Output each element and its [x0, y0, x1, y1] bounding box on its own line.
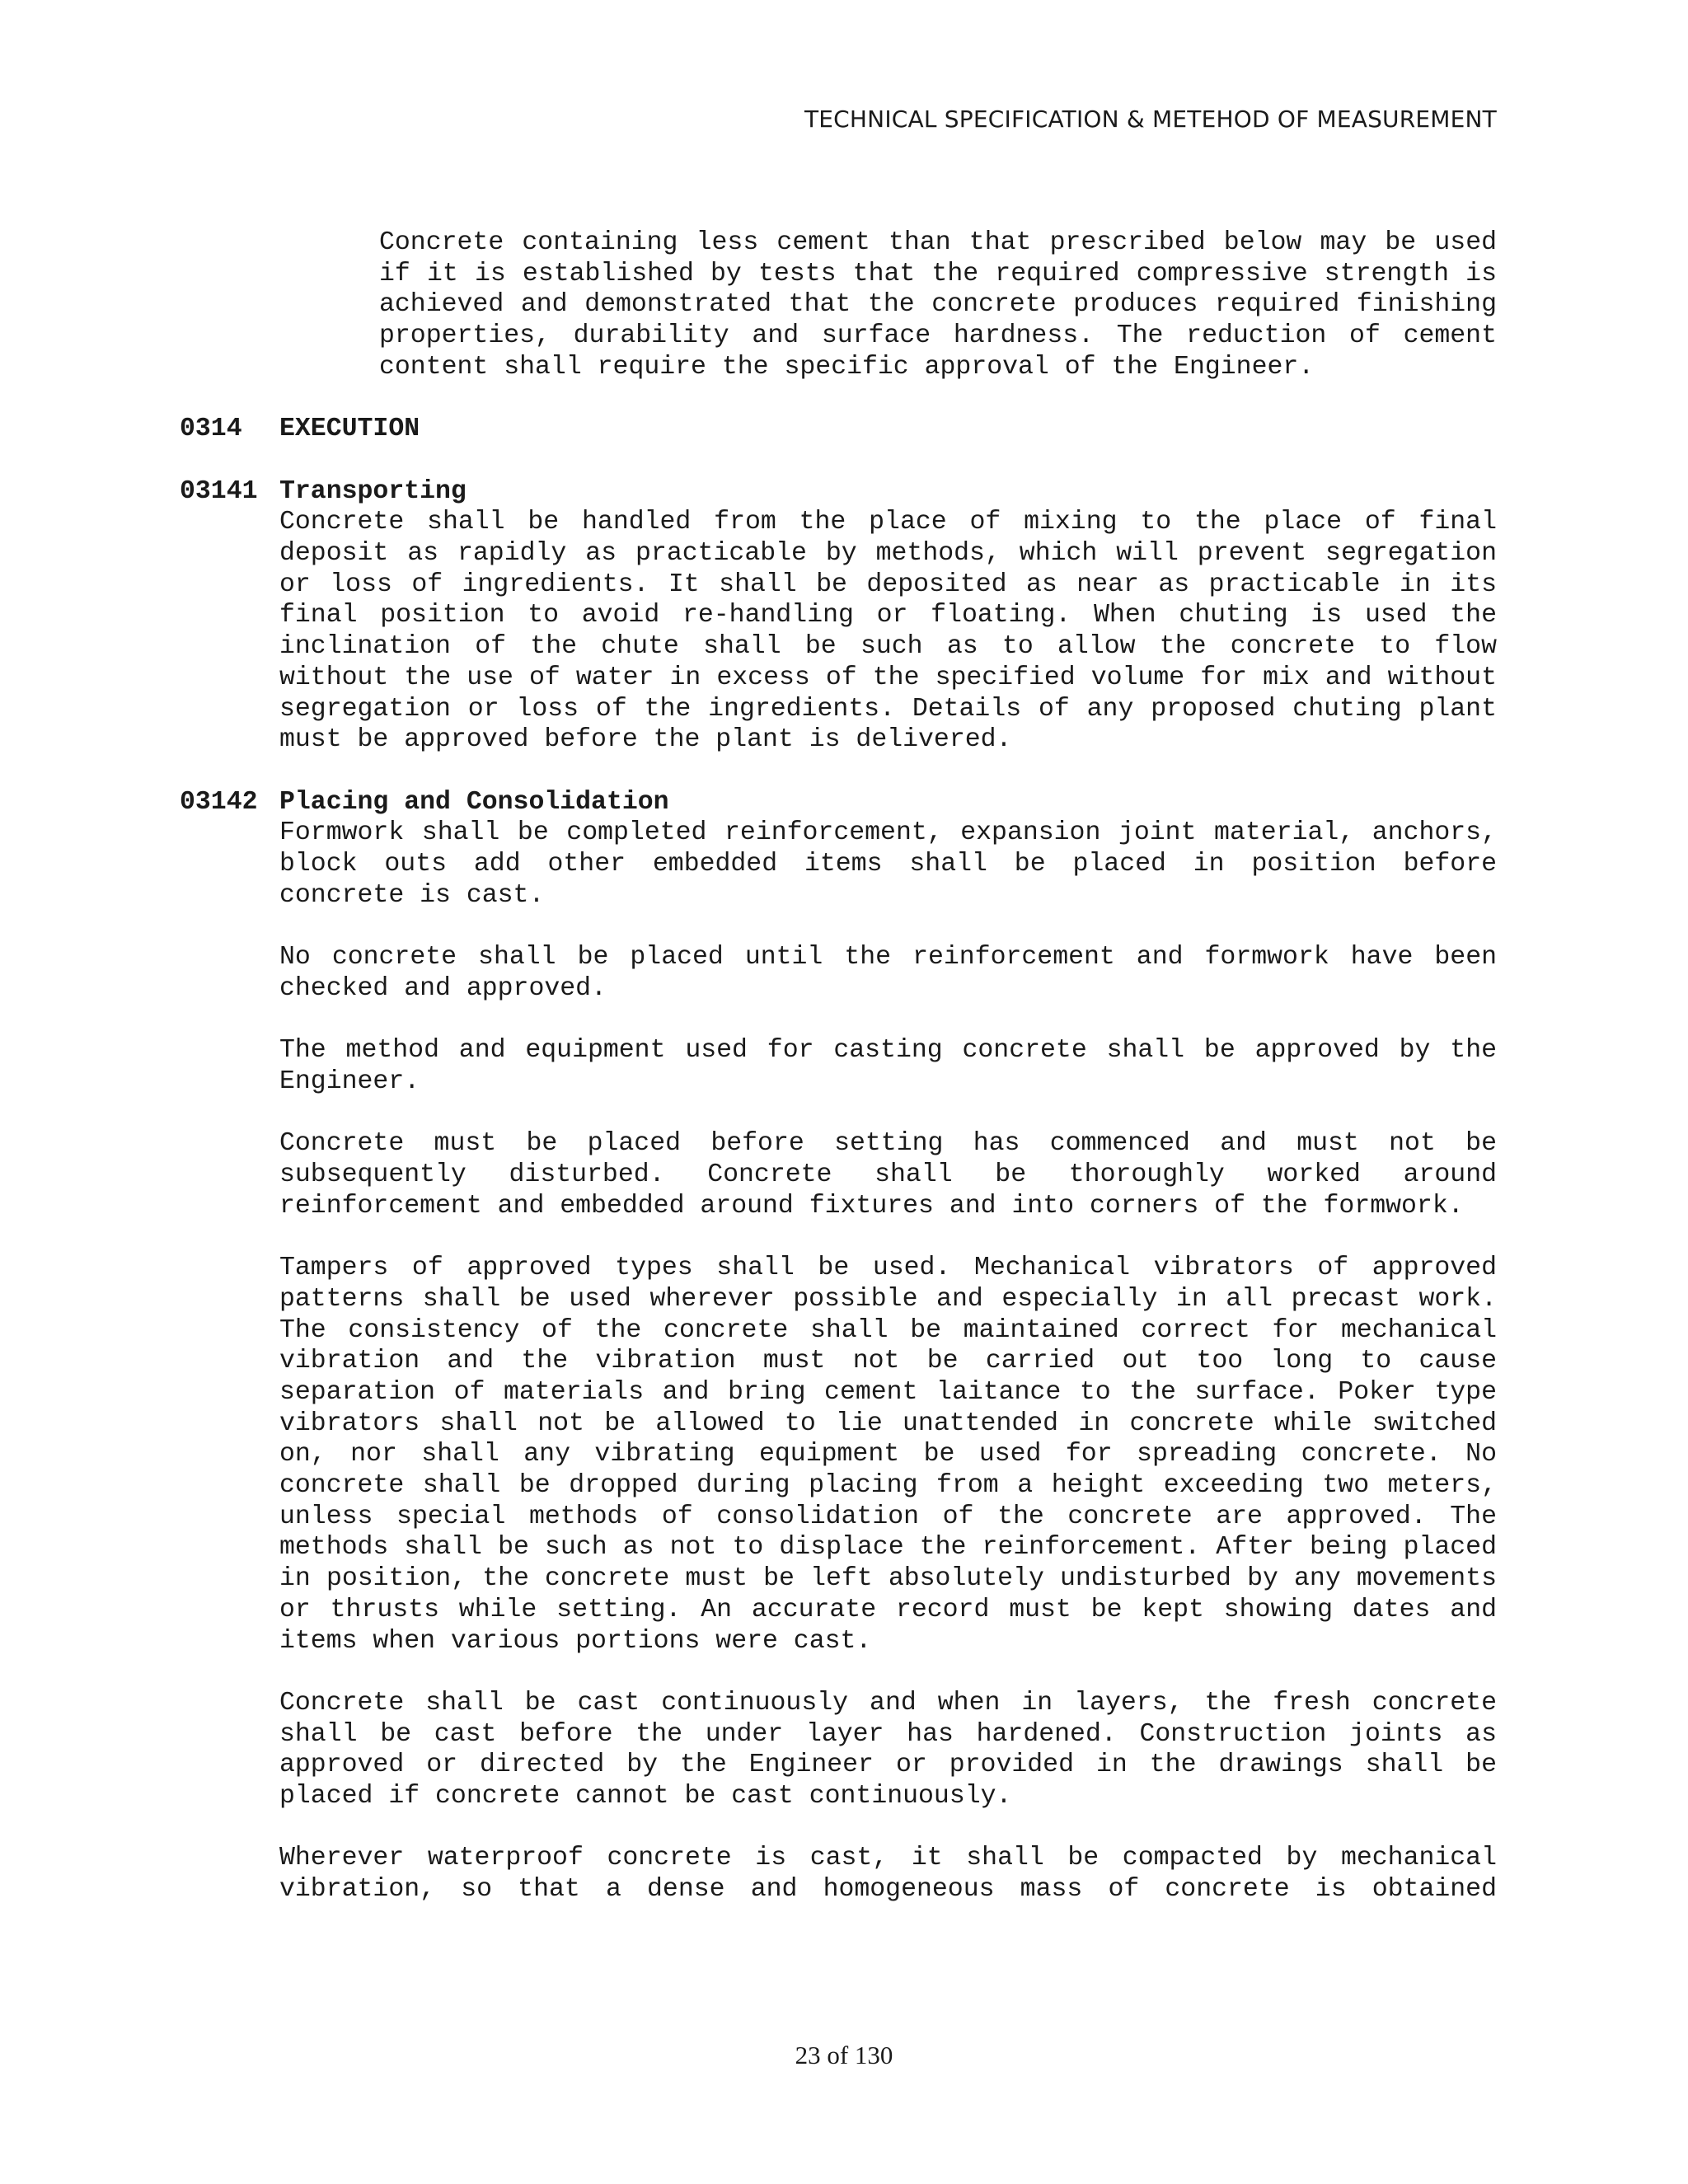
placing-paragraph: Concrete shall be cast continuously and when in layers, the fresh concrete shall be cast before the under layer has hardened. Construction joints as approved or directed by the Engineer or provided in the drawings shall be placed if concrete cannot be cast continuously. — [279, 1688, 1497, 1811]
section-heading-03141 — [180, 476, 1497, 508]
spacer — [180, 1005, 1497, 1036]
placing-paragraph: Tampers of approved types shall be used. Mechanical vibrators of approved patterns shall be used wherever possible and especially in all precast work. The consistency of the concrete shall be maintained correct for mechanical vibration and the vibration must not be carried out too long to cause separation of materials and bring cement laitance to the surface. Poker type vibrators shall not be allowed to lie unattended in concrete while switched on, nor shall any vibrating equipment be used for spreading concrete. No concrete shall be dropped during placing from a height exceeding two meters, unless special methods of consolidation of the concrete are approved. The methods shall be such as not to displace the reinforcement. After being placed in position, the concrete must be left absolutely undisturbed by any movements or thrusts while setting. An accurate record must be kept showing dates and items when various portions were cast. — [279, 1254, 1497, 1656]
spacer — [180, 1221, 1497, 1253]
section-number: 03142 — [180, 787, 258, 817]
spacer — [180, 1098, 1497, 1129]
intro-paragraph: Concrete containing less cement than that prescribed below may be used if it is established by tests that the required compressive strength is achieved and demonstrated that the concrete produces required finishing properties, durability and surface hardness. The reduction of cement content shall require the specific approval of the Engineer. — [379, 228, 1497, 382]
page-header-title: TECHNICAL SPECIFICATION & METEHOD OF MEASUREMENT — [804, 105, 1497, 133]
spacer — [180, 383, 1497, 415]
placing-paragraph: Formwork shall be completed reinforcement, expansion joint material, anchors, block outs add other embedded items shall be placed in position before concrete is cast. — [279, 818, 1497, 910]
page-number: 23 of 130 — [795, 2041, 893, 2069]
spacer — [180, 1812, 1497, 1844]
placing-paragraph: Wherever waterproof concrete is cast, it shall be compacted by mechanical vibration, so that a dense and homogeneous mass of concrete is obtained — [279, 1844, 1497, 1905]
placing-paragraph: No concrete shall be placed until the reinforcement and formwork have been checked and approved. — [279, 943, 1497, 1003]
placing-paragraph: The method and equipment used for casting concrete shall be approved by the Engineer. — [279, 1036, 1497, 1096]
section-heading-0314 — [180, 414, 1497, 445]
section-title: Transporting — [279, 476, 467, 506]
section-title: Placing and Consolidation — [279, 787, 669, 817]
section-heading-03142 — [180, 787, 1497, 818]
document-body — [180, 227, 1497, 1905]
spacer — [180, 756, 1497, 787]
section-number: 03141 — [180, 476, 258, 506]
spacer — [180, 445, 1497, 476]
section-number: 0314 — [180, 415, 242, 444]
spacer — [180, 911, 1497, 942]
section-title: EXECUTION — [279, 415, 420, 444]
transporting-paragraph: Concrete shall be handled from the place of mixing to the place of final deposit as rapidly as practicable by methods, which will prevent segregation or loss of ingredients. It shall be deposited as near as practicable in its final position to avoid re-handling or floating. When chuting is used the inclination of the chute shall be such as to allow the concrete to flow without the use of water in excess of the specified volume for mix and without segregation or loss of the ingredients. Details of any proposed chuting plant must be approved before the plant is delivered. — [279, 508, 1497, 755]
placing-paragraph: Concrete must be placed before setting has commenced and must not be subsequently disturbed. Concrete shall be thoroughly worked around reinforcement and embedded around fixtures and into corners of the formwork. — [279, 1129, 1497, 1221]
spacer — [180, 1657, 1497, 1688]
